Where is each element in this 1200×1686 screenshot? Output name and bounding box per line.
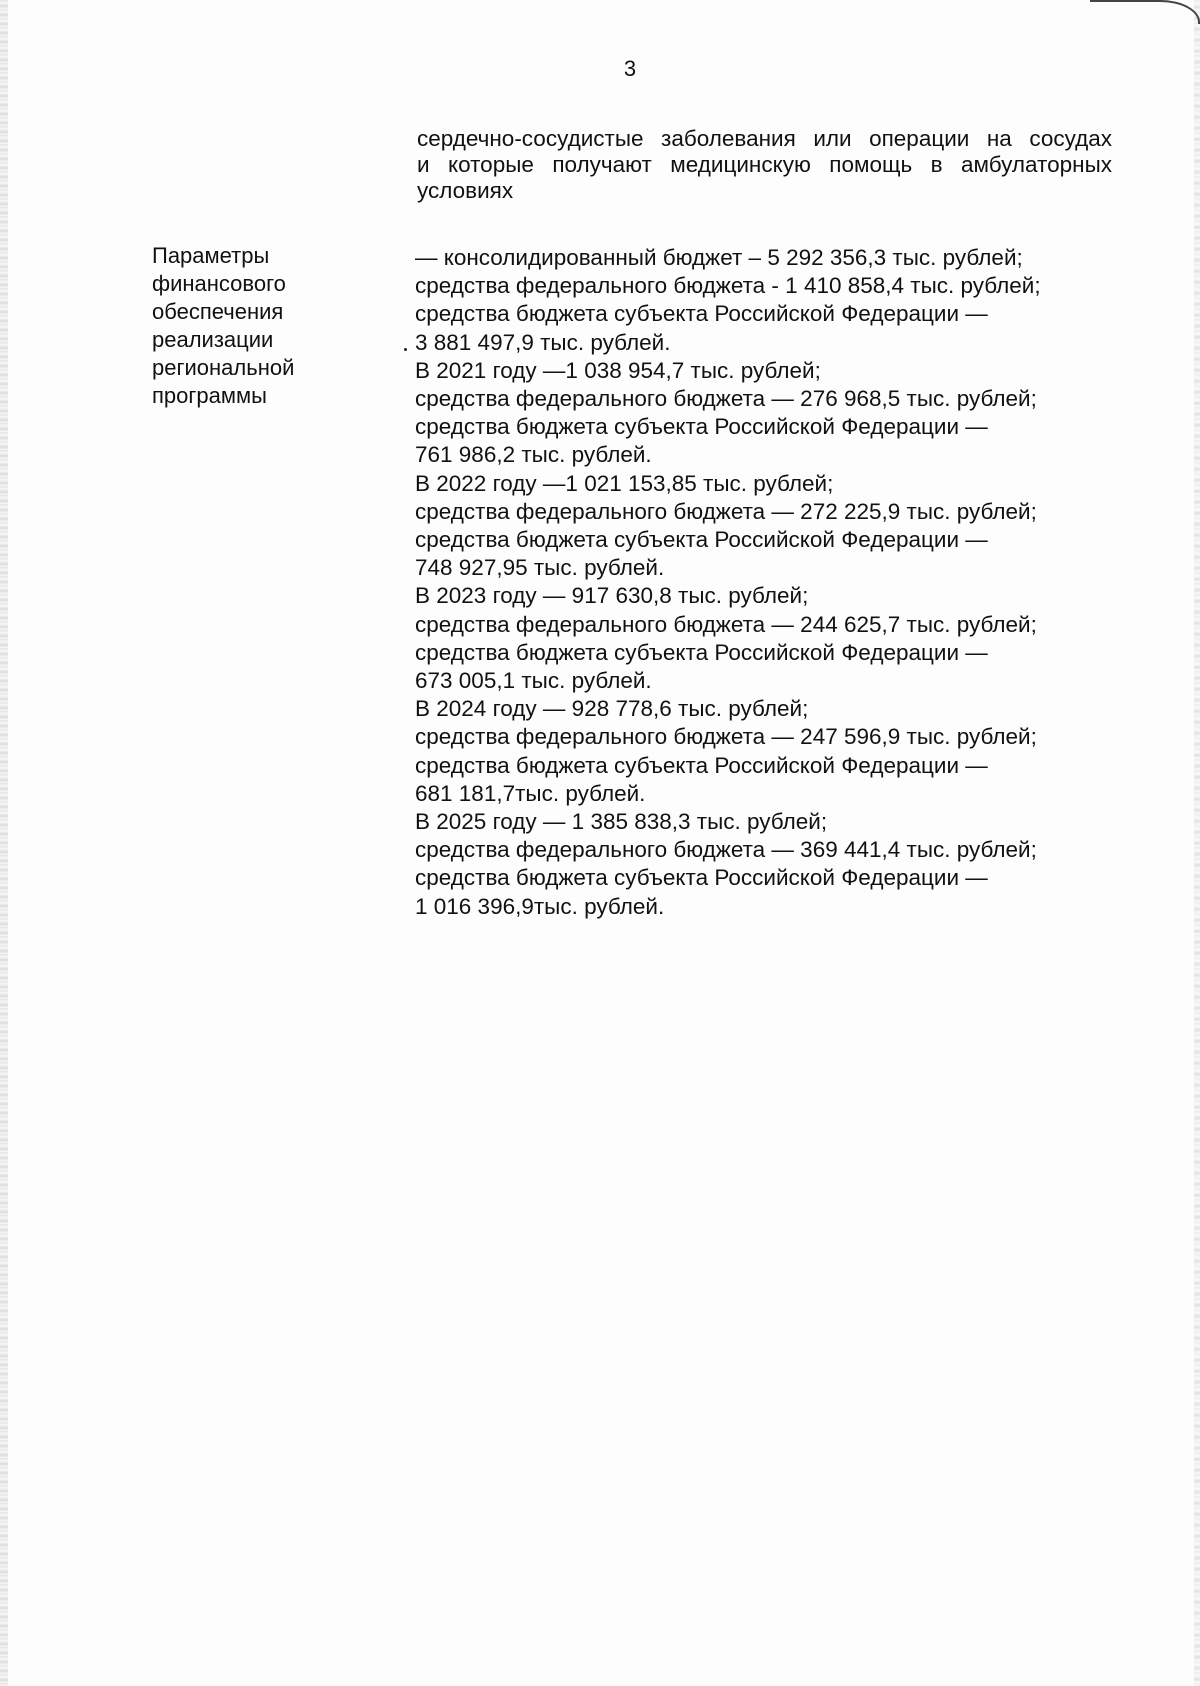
finance-line: В 2024 году — 928 778,6 тыс. рублей;: [415, 696, 809, 722]
intro-line: и которые получают медицинскую помощь в амбулаторных: [417, 152, 1112, 177]
finance-line: средства федерального бюджета — 272 225,9 тыс. рублей;: [415, 498, 1037, 524]
section-label: [152, 242, 362, 410]
finance-line: В 2022 году —1 021 153,85 тыс. рублей;: [415, 470, 834, 496]
finance-parameters: [415, 244, 1135, 921]
finance-line: средства бюджета субъекта Российской Федерации —: [415, 639, 988, 665]
finance-line: средства федерального бюджета — 247 596,9 тыс. рублей;: [415, 724, 1037, 750]
finance-line: средства бюджета субъекта Российской Федерации —: [415, 301, 988, 327]
finance-line: средства бюджета субъекта Российской Федерации —: [415, 865, 988, 891]
intro-line: сердечно-сосудистые заболевания или операции на сосудах: [417, 126, 1112, 151]
finance-line: 1 016 396,9тыс. рублей.: [415, 893, 665, 919]
finance-line: — консолидированный бюджет – 5 292 356,3 тыс. рублей;: [415, 245, 1023, 270]
section-label-line: финансового: [152, 271, 286, 296]
intro-line: условиях: [417, 178, 514, 203]
section-label-line: реализации: [152, 327, 274, 352]
finance-line: средства федерального бюджета — 369 441,4 тыс. рублей;: [415, 837, 1037, 863]
finance-line: 681 181,7тыс. рублей.: [415, 780, 646, 806]
section-label-line: региональной: [152, 355, 295, 380]
finance-line: средства бюджета субъекта Российской Федерации —: [415, 527, 988, 553]
intro-paragraph: [417, 126, 1112, 204]
finance-line: средства федерального бюджета - 1 410 858,4 тыс. рублей;: [415, 273, 1041, 299]
section-label-line: программы: [152, 383, 267, 408]
section-label-line: обеспечения: [152, 299, 284, 324]
finance-line: В 2025 году — 1 385 838,3 тыс. рублей;: [415, 809, 828, 835]
scan-edge-right: [1194, 0, 1200, 1686]
finance-line: 3 881 497,9 тыс. рублей.: [415, 329, 671, 355]
finance-line: 748 927,95 тыс. рублей.: [415, 555, 665, 581]
page-corner-curl: [1090, 0, 1200, 24]
page-number: 3: [623, 56, 637, 81]
finance-line: средства федерального бюджета — 276 968,5 тыс. рублей;: [415, 386, 1037, 412]
scan-edge-left: [0, 0, 8, 1686]
finance-line: средства федерального бюджета — 244 625,7 тыс. рублей;: [415, 611, 1037, 637]
finance-line: средства бюджета субъекта Российской Федерации —: [415, 414, 988, 440]
finance-line: 673 005,1 тыс. рублей.: [415, 668, 652, 694]
section-label-line: Параметры: [152, 243, 270, 268]
finance-line: 761 986,2 тыс. рублей.: [415, 442, 652, 468]
finance-line: В 2021 году —1 038 954,7 тыс. рублей;: [415, 357, 821, 383]
finance-line: средства бюджета субъекта Российской Федерации —: [415, 752, 988, 778]
ink-dot: [404, 348, 407, 351]
finance-line: В 2023 году — 917 630,8 тыс. рублей;: [415, 583, 809, 609]
